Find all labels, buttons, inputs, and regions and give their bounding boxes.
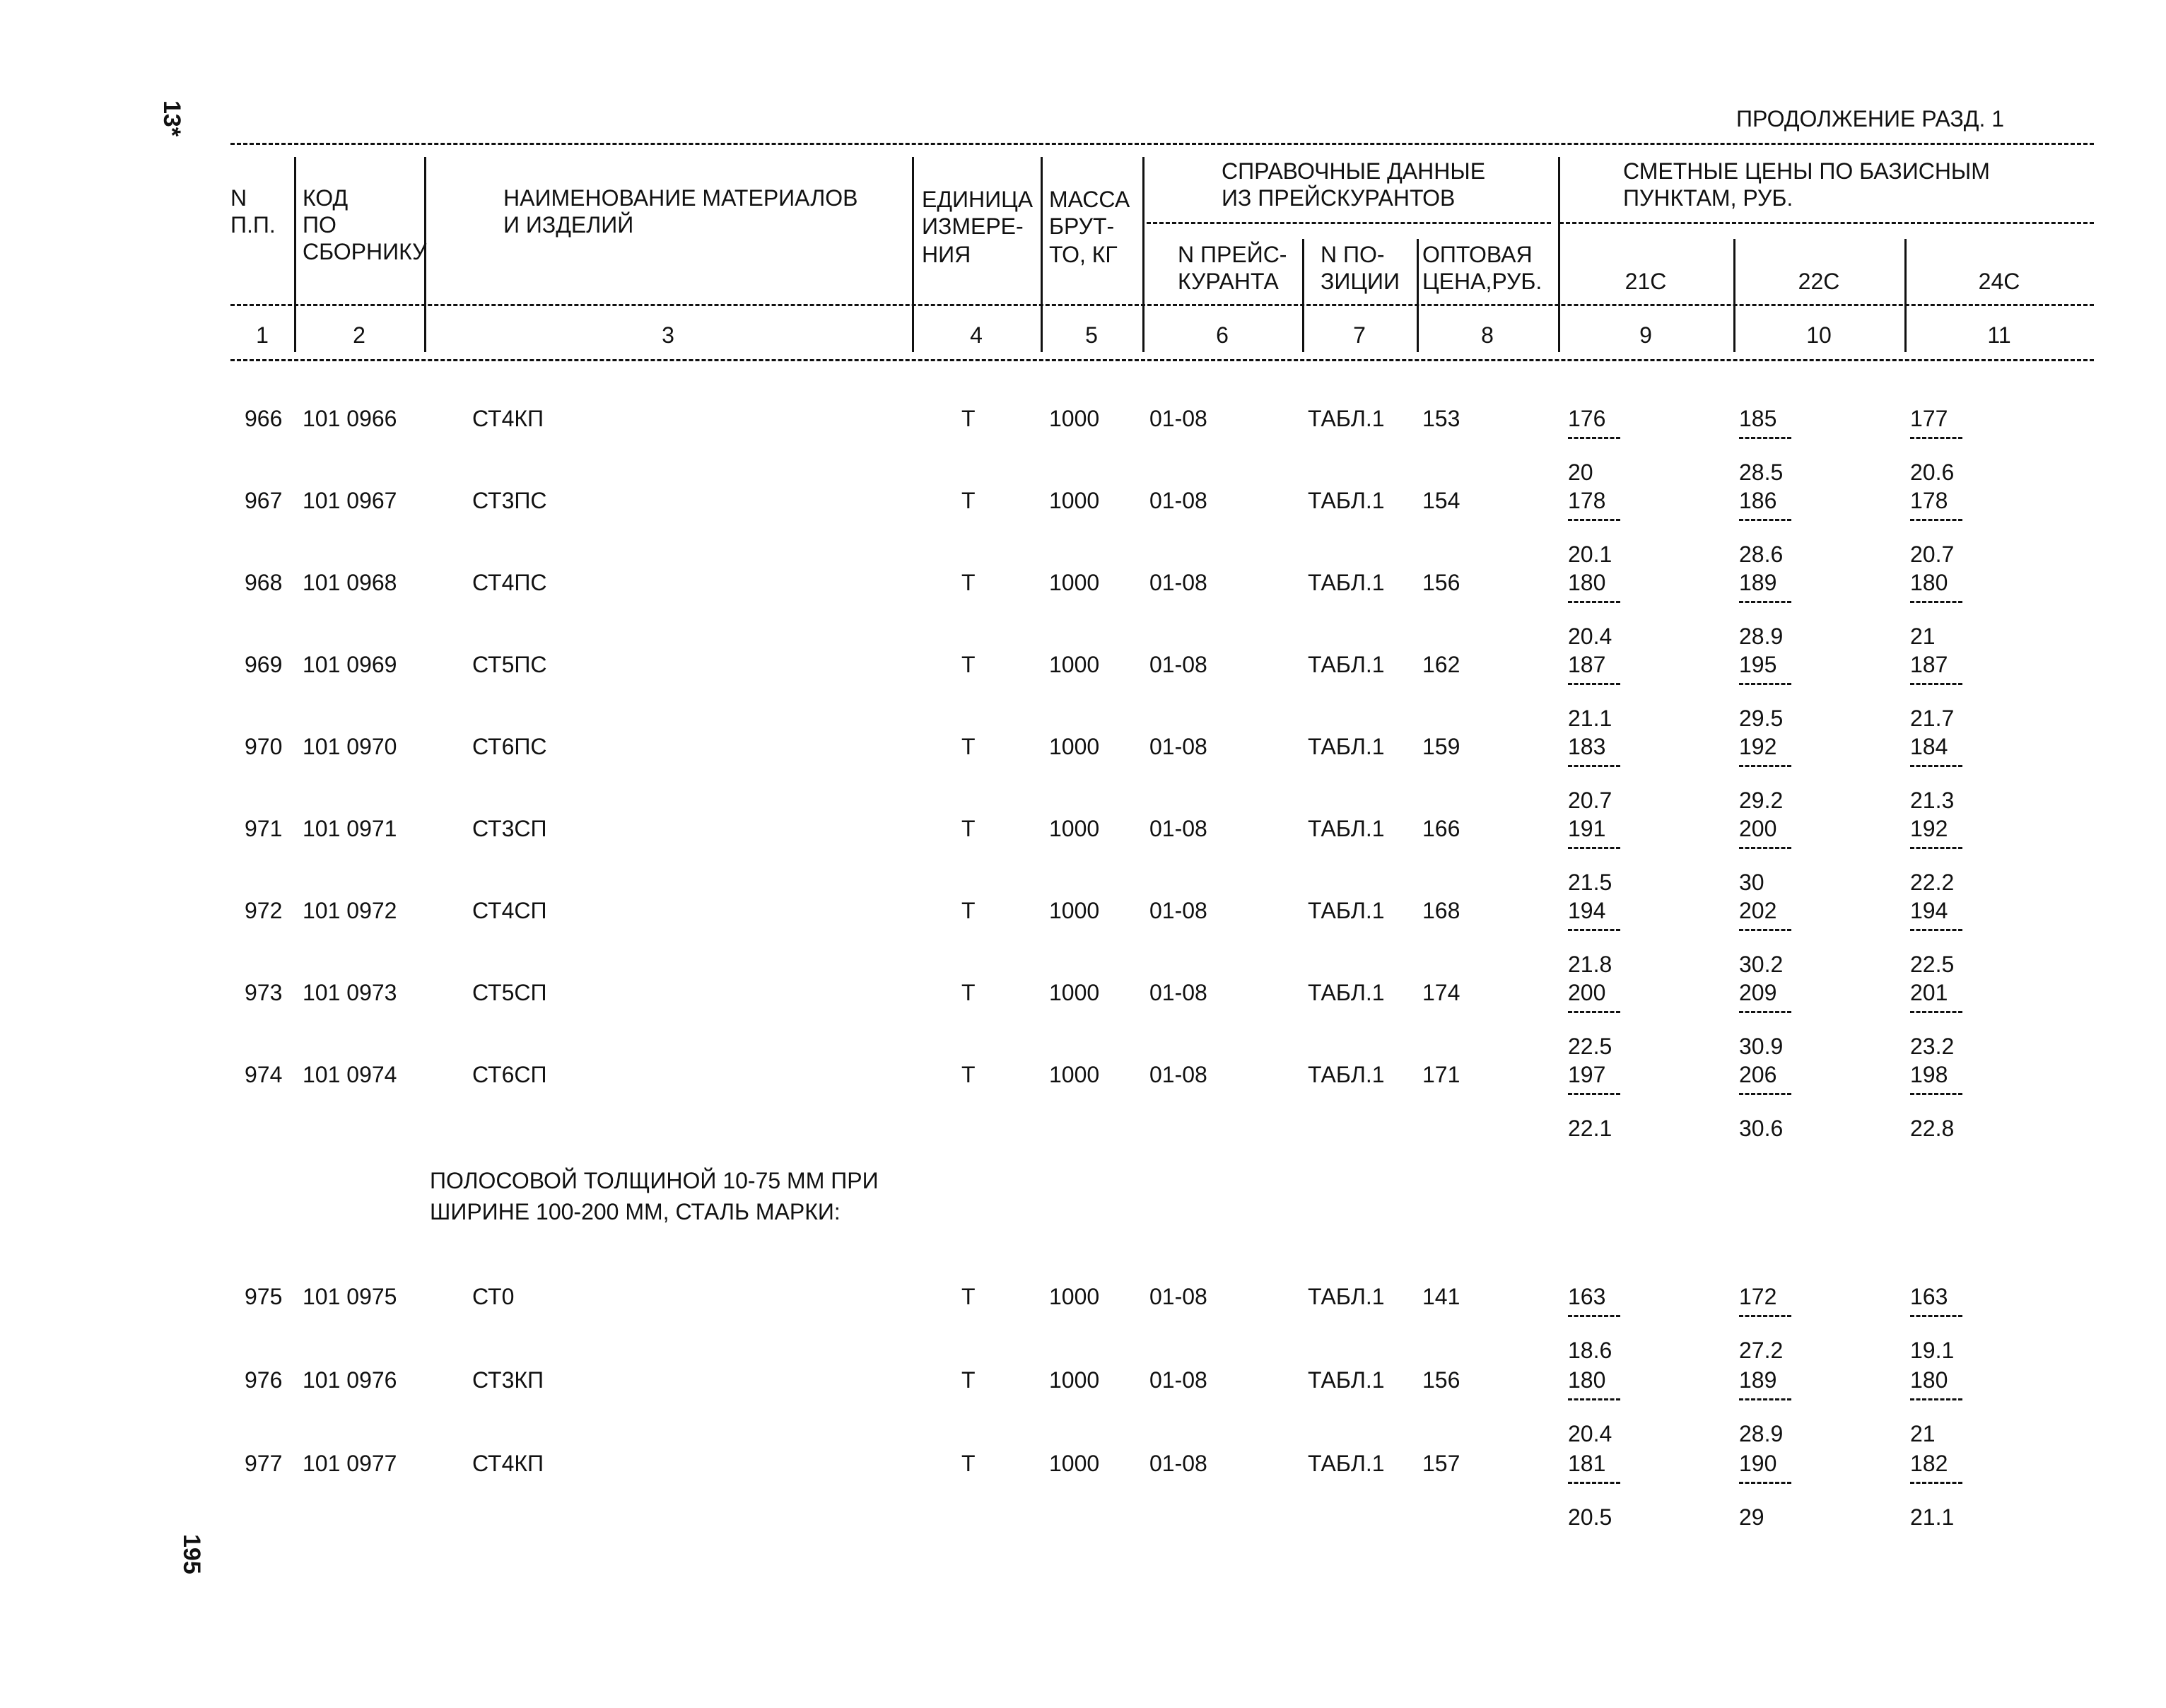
cell-price-21c-denominator: 20.5	[1568, 1504, 1612, 1530]
cell-price-24c-numerator: 180	[1910, 570, 1948, 595]
header-col1-l2: П.П.	[230, 212, 276, 238]
header-group-prices-l1: СМЕТНЫЕ ЦЕНЫ ПО БАЗИСНЫМ	[1623, 158, 1990, 184]
header-group-prices-l2: ПУНКТАМ, РУБ.	[1623, 185, 1793, 211]
header-col4-l1: ЕДИНИЦА	[922, 187, 1034, 212]
cell-number: 976	[245, 1367, 283, 1393]
header-sep-rule	[230, 304, 2094, 306]
cell-price-24c-denominator: 21	[1910, 624, 1936, 649]
cell-price-list: 01-08	[1149, 652, 1207, 677]
cell-price-22c-denominator: 30.9	[1739, 1034, 1784, 1059]
cell-code: 101 0973	[303, 980, 397, 1005]
cell-price-22c-numerator: 186	[1739, 488, 1777, 513]
fraction-bar	[1739, 1011, 1791, 1013]
cell-price-list: 01-08	[1149, 488, 1207, 513]
cell-price-22c-denominator: 28.9	[1739, 1421, 1784, 1446]
cell-price-21c-denominator: 22.1	[1568, 1116, 1612, 1141]
cell-price-24c-numerator: 180	[1910, 1367, 1948, 1393]
cell-material-name: СТ3СП	[472, 816, 547, 841]
cell-material-name: СТ4КП	[472, 406, 544, 431]
cell-price-24c-denominator: 21	[1910, 1421, 1936, 1446]
fraction-bar	[1910, 437, 1962, 439]
fraction-bar	[1910, 1011, 1962, 1013]
cell-price-24c-denominator: 20.7	[1910, 542, 1955, 567]
header-col7-l1: N ПО-	[1321, 242, 1385, 267]
cell-code: 101 0969	[303, 652, 397, 677]
header-top-rule	[230, 143, 2094, 145]
cell-price-22c-numerator: 185	[1739, 406, 1777, 431]
group-prices-rule	[1559, 222, 2094, 224]
cell-unit: Т	[961, 652, 976, 677]
cell-price-22c-numerator: 200	[1739, 816, 1777, 841]
cell-position: ТАБЛ.1	[1308, 898, 1385, 923]
cell-mass: 1000	[1049, 406, 1100, 431]
group-ref-rule	[1147, 222, 1551, 224]
fraction-bar	[1739, 683, 1791, 685]
cell-wholesale-price: 159	[1422, 734, 1460, 759]
cell-number: 977	[245, 1451, 283, 1476]
fraction-bar	[1739, 1482, 1791, 1484]
continuation-label: ПРОДОЛЖЕНИЕ РАЗД. 1	[1736, 106, 2005, 131]
cell-unit: Т	[961, 1367, 976, 1393]
cell-position: ТАБЛ.1	[1308, 570, 1385, 595]
cell-position: ТАБЛ.1	[1308, 1062, 1385, 1087]
cell-price-21c-numerator: 178	[1568, 488, 1606, 513]
page-number: 195	[178, 1534, 205, 1574]
fraction-bar	[1910, 1482, 1962, 1484]
fraction-bar	[1739, 1398, 1791, 1400]
cell-price-21c-numerator: 187	[1568, 652, 1606, 677]
cell-wholesale-price: 166	[1422, 816, 1460, 841]
cell-price-24c-denominator: 21.1	[1910, 1504, 1955, 1530]
header-col8-l2: ЦЕНА,РУБ.	[1422, 269, 1542, 294]
column-number-4: 4	[970, 322, 983, 348]
fraction-bar	[1739, 847, 1791, 849]
fraction-bar	[1910, 929, 1962, 931]
header-group-ref-l2: ИЗ ПРЕЙСКУРАНТОВ	[1222, 185, 1456, 211]
fraction-bar	[1568, 601, 1620, 603]
cell-unit: Т	[961, 488, 976, 513]
cell-unit: Т	[961, 734, 976, 759]
fraction-bar	[1568, 519, 1620, 521]
cell-wholesale-price: 157	[1422, 1451, 1460, 1476]
cell-number: 975	[245, 1284, 283, 1309]
cell-price-22c-numerator: 202	[1739, 898, 1777, 923]
column-number-9: 9	[1639, 322, 1652, 348]
cell-position: ТАБЛ.1	[1308, 652, 1385, 677]
cell-position: ТАБЛ.1	[1308, 734, 1385, 759]
cell-price-22c-numerator: 189	[1739, 1367, 1777, 1393]
cell-price-21c-numerator: 176	[1568, 406, 1606, 431]
cell-price-21c-denominator: 22.5	[1568, 1034, 1612, 1059]
fraction-bar	[1568, 437, 1620, 439]
column-number-8: 8	[1481, 322, 1494, 348]
cell-mass: 1000	[1049, 1284, 1100, 1309]
header-bottom-rule	[230, 359, 2094, 361]
column-number-2: 2	[353, 322, 365, 348]
cell-price-21c-numerator: 200	[1568, 980, 1606, 1005]
cell-wholesale-price: 154	[1422, 488, 1460, 513]
cell-wholesale-price: 162	[1422, 652, 1460, 677]
cell-material-name: СТ3ПС	[472, 488, 547, 513]
column-number-6: 6	[1216, 322, 1229, 348]
cell-price-21c-numerator: 197	[1568, 1062, 1606, 1087]
cell-price-24c-numerator: 201	[1910, 980, 1948, 1005]
cell-price-24c-numerator: 177	[1910, 406, 1948, 431]
cell-price-22c-numerator: 195	[1739, 652, 1777, 677]
cell-material-name: СТ3КП	[472, 1367, 544, 1393]
cell-price-24c-denominator: 22.8	[1910, 1116, 1955, 1141]
fraction-bar	[1910, 1315, 1962, 1317]
cell-code: 101 0976	[303, 1367, 397, 1393]
fraction-bar	[1568, 1011, 1620, 1013]
cell-mass: 1000	[1049, 652, 1100, 677]
cell-price-24c-denominator: 22.5	[1910, 952, 1955, 977]
cell-price-21c-denominator: 20.4	[1568, 1421, 1612, 1446]
cell-price-list: 01-08	[1149, 406, 1207, 431]
column-number-1: 1	[256, 322, 269, 348]
header-col11: 24С	[1978, 269, 2020, 294]
cell-price-24c-numerator: 182	[1910, 1451, 1948, 1476]
cell-price-21c-denominator: 20.4	[1568, 624, 1612, 649]
fraction-bar	[1739, 601, 1791, 603]
header-col9: 21С	[1624, 269, 1667, 294]
fraction-bar	[1910, 601, 1962, 603]
cell-code: 101 0968	[303, 570, 397, 595]
fraction-bar	[1739, 1093, 1791, 1095]
fraction-bar	[1568, 765, 1620, 767]
cell-price-21c-denominator: 18.6	[1568, 1338, 1612, 1363]
cell-material-name: СТ4СП	[472, 898, 547, 923]
section-title-l2: ШИРИНЕ 100-200 ММ, СТАЛЬ МАРКИ:	[430, 1199, 841, 1224]
cell-material-name: СТ6ПС	[472, 734, 547, 759]
cell-position: ТАБЛ.1	[1308, 488, 1385, 513]
cell-wholesale-price: 141	[1422, 1284, 1460, 1309]
cell-price-21c-numerator: 191	[1568, 816, 1606, 841]
cell-price-24c-numerator: 163	[1910, 1284, 1948, 1309]
cell-price-22c-denominator: 29	[1739, 1504, 1764, 1530]
cell-wholesale-price: 156	[1422, 1367, 1460, 1393]
fraction-bar	[1739, 1315, 1791, 1317]
cell-position: ТАБЛ.1	[1308, 816, 1385, 841]
cell-price-21c-denominator: 20.7	[1568, 788, 1612, 813]
cell-position: ТАБЛ.1	[1308, 980, 1385, 1005]
fraction-bar	[1910, 765, 1962, 767]
cell-price-24c-denominator: 22.2	[1910, 870, 1955, 895]
cell-price-list: 01-08	[1149, 816, 1207, 841]
cell-wholesale-price: 171	[1422, 1062, 1460, 1087]
cell-price-21c-denominator: 21.5	[1568, 870, 1612, 895]
header-col4-l2: ИЗМЕРЕ-	[922, 214, 1024, 239]
cell-price-22c-denominator: 28.9	[1739, 624, 1784, 649]
cell-price-24c-numerator: 187	[1910, 652, 1948, 677]
cell-price-24c-numerator: 192	[1910, 816, 1948, 841]
cell-wholesale-price: 174	[1422, 980, 1460, 1005]
cell-unit: Т	[961, 816, 976, 841]
header-group-ref-l1: СПРАВОЧНЫЕ ДАННЫЕ	[1222, 158, 1486, 184]
cell-position: ТАБЛ.1	[1308, 1367, 1385, 1393]
header-col2-l1: КОД	[303, 185, 349, 211]
column-number-10: 10	[1806, 322, 1832, 348]
cell-number: 969	[245, 652, 283, 677]
cell-price-22c-denominator: 28.5	[1739, 460, 1784, 485]
cell-code: 101 0974	[303, 1062, 397, 1087]
header-col6-l2: КУРАНТА	[1178, 269, 1279, 294]
cell-price-21c-numerator: 181	[1568, 1451, 1606, 1476]
cell-unit: Т	[961, 980, 976, 1005]
cell-price-list: 01-08	[1149, 1451, 1207, 1476]
header-col2-l3: СБОРНИКУ	[303, 239, 427, 264]
fraction-bar	[1568, 1482, 1620, 1484]
cell-price-21c-numerator: 180	[1568, 1367, 1606, 1393]
cell-price-22c-denominator: 27.2	[1739, 1338, 1784, 1363]
cell-mass: 1000	[1049, 980, 1100, 1005]
cell-price-list: 01-08	[1149, 570, 1207, 595]
cell-unit: Т	[961, 1284, 976, 1309]
column-number-5: 5	[1085, 322, 1098, 348]
fraction-bar	[1568, 1093, 1620, 1095]
cell-price-24c-denominator: 20.6	[1910, 460, 1955, 485]
cell-unit: Т	[961, 1451, 976, 1476]
corner-mark: 13*	[158, 100, 185, 137]
column-number-3: 3	[662, 322, 674, 348]
cell-unit: Т	[961, 406, 976, 431]
cell-price-24c-denominator: 19.1	[1910, 1338, 1955, 1363]
cell-mass: 1000	[1049, 734, 1100, 759]
cell-price-24c-numerator: 198	[1910, 1062, 1948, 1087]
cell-mass: 1000	[1049, 570, 1100, 595]
cell-mass: 1000	[1049, 1367, 1100, 1393]
header-col5-l3: ТО, КГ	[1049, 242, 1118, 267]
fraction-bar	[1568, 929, 1620, 931]
cell-price-21c-numerator: 163	[1568, 1284, 1606, 1309]
cell-price-21c-denominator: 20	[1568, 460, 1593, 485]
cell-price-21c-numerator: 180	[1568, 570, 1606, 595]
cell-position: ТАБЛ.1	[1308, 1451, 1385, 1476]
cell-code: 101 0975	[303, 1284, 397, 1309]
cell-code: 101 0977	[303, 1451, 397, 1476]
header-col7-l2: ЗИЦИИ	[1321, 269, 1400, 294]
cell-mass: 1000	[1049, 488, 1100, 513]
cell-number: 968	[245, 570, 283, 595]
cell-price-22c-numerator: 189	[1739, 570, 1777, 595]
cell-wholesale-price: 153	[1422, 406, 1460, 431]
cell-material-name: СТ6СП	[472, 1062, 547, 1087]
section-title-l1: ПОЛОСОВОЙ ТОЛЩИНОЙ 10-75 ММ ПРИ	[430, 1168, 879, 1193]
cell-price-list: 01-08	[1149, 1284, 1207, 1309]
cell-number: 972	[245, 898, 283, 923]
column-number-7: 7	[1353, 322, 1366, 348]
cell-price-21c-numerator: 194	[1568, 898, 1606, 923]
cell-price-22c-denominator: 28.6	[1739, 542, 1784, 567]
fraction-bar	[1568, 1398, 1620, 1400]
header-col10: 22С	[1798, 269, 1840, 294]
cell-number: 971	[245, 816, 283, 841]
cell-mass: 1000	[1049, 1451, 1100, 1476]
header-col3-l1: НАИМЕНОВАНИЕ МАТЕРИАЛОВ	[503, 185, 858, 211]
cell-price-24c-denominator: 21.7	[1910, 706, 1955, 731]
cell-material-name: СТ4ПС	[472, 570, 547, 595]
cell-price-22c-denominator: 30.6	[1739, 1116, 1784, 1141]
header-col2-l2: ПО	[303, 212, 336, 238]
cell-price-22c-numerator: 209	[1739, 980, 1777, 1005]
fraction-bar	[1910, 683, 1962, 685]
fraction-bar	[1910, 847, 1962, 849]
cell-price-list: 01-08	[1149, 1367, 1207, 1393]
cell-price-list: 01-08	[1149, 898, 1207, 923]
header-col5-l2: БРУТ-	[1049, 214, 1115, 239]
cell-price-24c-numerator: 194	[1910, 898, 1948, 923]
fraction-bar	[1739, 765, 1791, 767]
fraction-bar	[1910, 519, 1962, 521]
cell-price-22c-numerator: 190	[1739, 1451, 1777, 1476]
cell-position: ТАБЛ.1	[1308, 1284, 1385, 1309]
fraction-bar	[1910, 1398, 1962, 1400]
cell-wholesale-price: 156	[1422, 570, 1460, 595]
cell-price-21c-denominator: 21.1	[1568, 706, 1612, 731]
header-col5-l1: МАССА	[1049, 187, 1130, 212]
header-col6-l1: N ПРЕЙС-	[1178, 242, 1287, 267]
cell-number: 973	[245, 980, 283, 1005]
fraction-bar	[1739, 519, 1791, 521]
cell-price-24c-denominator: 21.3	[1910, 788, 1955, 813]
cell-number: 967	[245, 488, 283, 513]
cell-price-22c-denominator: 30.2	[1739, 952, 1784, 977]
cell-price-22c-numerator: 206	[1739, 1062, 1777, 1087]
cell-price-24c-numerator: 178	[1910, 488, 1948, 513]
cell-code: 101 0970	[303, 734, 397, 759]
header-col3-l2: И ИЗДЕЛИЙ	[503, 212, 634, 238]
cell-code: 101 0971	[303, 816, 397, 841]
cell-code: 101 0967	[303, 488, 397, 513]
cell-material-name: СТ5СП	[472, 980, 547, 1005]
cell-code: 101 0972	[303, 898, 397, 923]
cell-number: 966	[245, 406, 283, 431]
cell-price-22c-denominator: 30	[1739, 870, 1764, 895]
cell-price-22c-denominator: 29.2	[1739, 788, 1784, 813]
cell-wholesale-price: 168	[1422, 898, 1460, 923]
cell-number: 974	[245, 1062, 283, 1087]
cell-unit: Т	[961, 570, 976, 595]
cell-price-21c-numerator: 183	[1568, 734, 1606, 759]
cell-number: 970	[245, 734, 283, 759]
cell-unit: Т	[961, 1062, 976, 1087]
cell-price-list: 01-08	[1149, 1062, 1207, 1087]
cell-price-list: 01-08	[1149, 734, 1207, 759]
fraction-bar	[1568, 847, 1620, 849]
cell-material-name: СТ4КП	[472, 1451, 544, 1476]
cell-price-22c-numerator: 172	[1739, 1284, 1777, 1309]
column-number-11: 11	[1987, 322, 2011, 348]
fraction-bar	[1568, 1315, 1620, 1317]
fraction-bar	[1568, 683, 1620, 685]
cell-price-21c-denominator: 21.8	[1568, 952, 1612, 977]
cell-mass: 1000	[1049, 816, 1100, 841]
cell-position: ТАБЛ.1	[1308, 406, 1385, 431]
cell-mass: 1000	[1049, 1062, 1100, 1087]
header-col1-l1: N	[230, 185, 247, 211]
fraction-bar	[1910, 1093, 1962, 1095]
cell-price-22c-denominator: 29.5	[1739, 706, 1784, 731]
header-col4-l3: НИЯ	[922, 242, 971, 267]
cell-mass: 1000	[1049, 898, 1100, 923]
cell-material-name: СТ0	[472, 1284, 515, 1309]
cell-price-21c-denominator: 20.1	[1568, 542, 1612, 567]
cell-code: 101 0966	[303, 406, 397, 431]
cell-price-24c-denominator: 23.2	[1910, 1034, 1955, 1059]
header-col8-l1: ОПТОВАЯ	[1422, 242, 1533, 267]
fraction-bar	[1739, 437, 1791, 439]
fraction-bar	[1739, 929, 1791, 931]
cell-material-name: СТ5ПС	[472, 652, 547, 677]
cell-price-list: 01-08	[1149, 980, 1207, 1005]
cell-price-24c-numerator: 184	[1910, 734, 1948, 759]
cell-price-22c-numerator: 192	[1739, 734, 1777, 759]
cell-unit: Т	[961, 898, 976, 923]
